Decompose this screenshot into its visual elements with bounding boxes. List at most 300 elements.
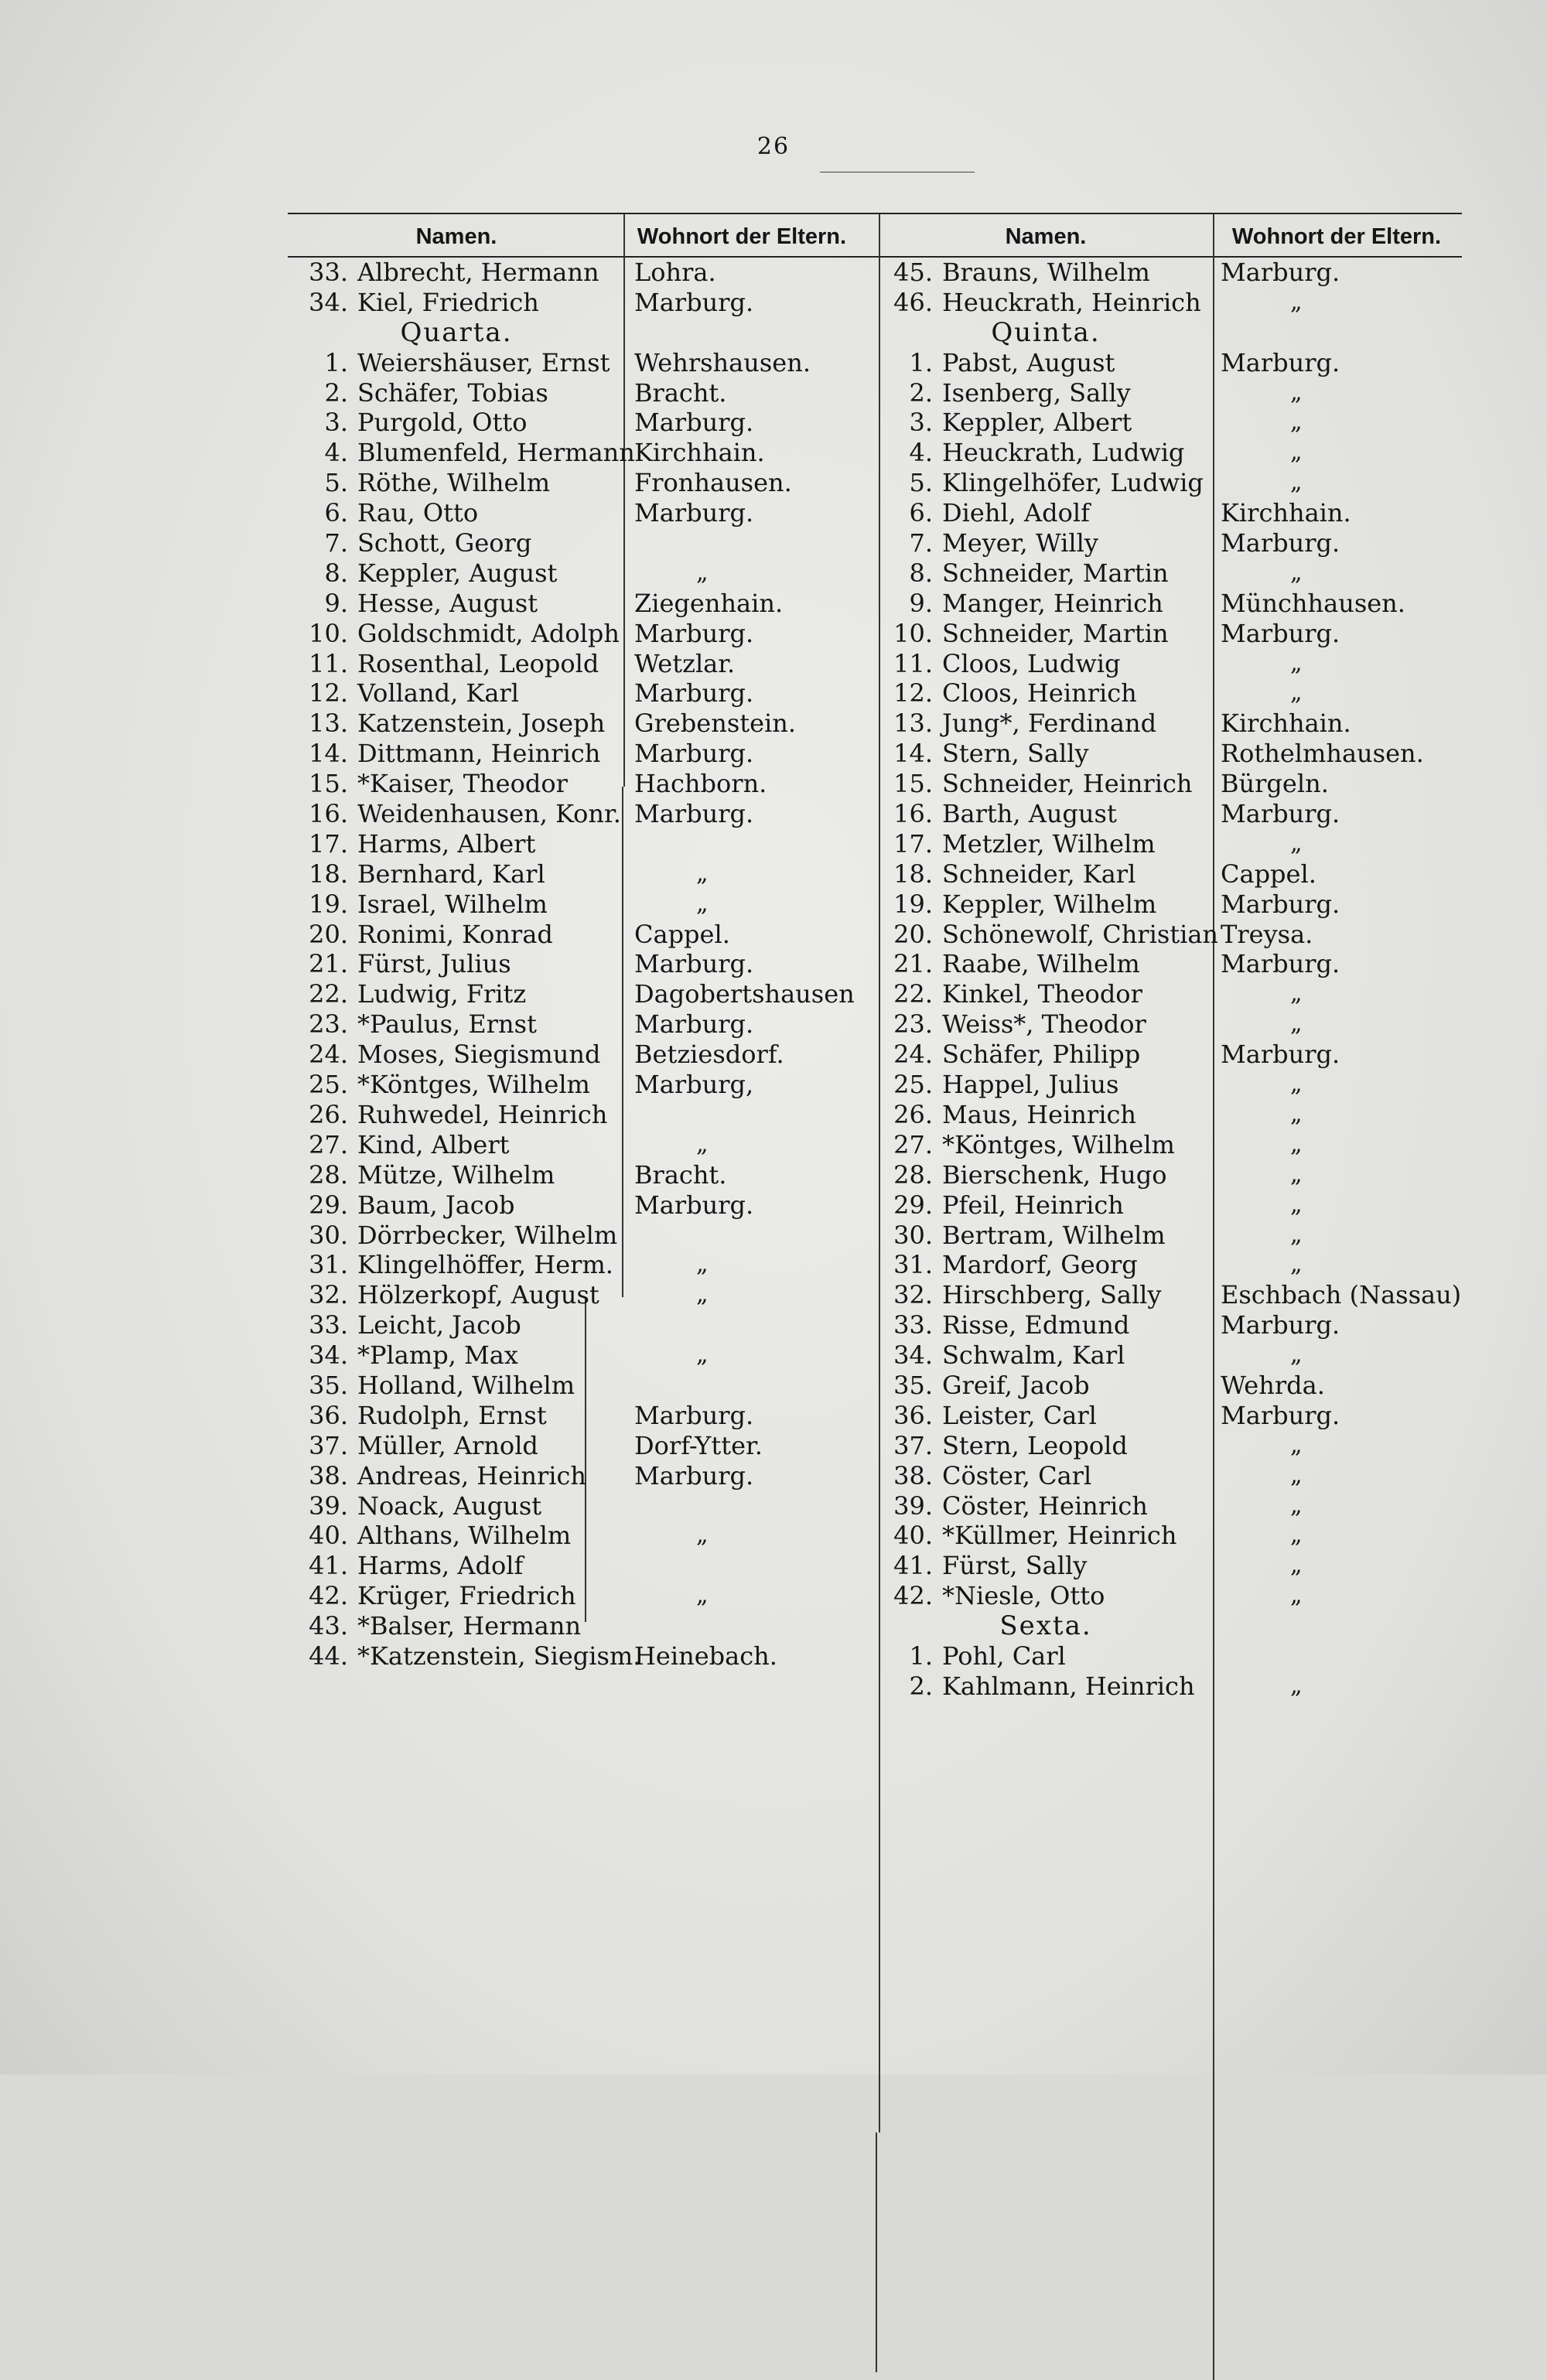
list-item (880, 1100, 1462, 1130)
entry-number: 15. (893, 769, 933, 799)
entry-number: 31. (893, 1250, 933, 1280)
list-item (880, 348, 1462, 378)
list-item (288, 1280, 879, 1310)
list-item (288, 1340, 879, 1371)
student-name: Keppler, Wilhelm (942, 889, 1157, 919)
entry-number: 44. (309, 1641, 348, 1671)
list-item (880, 468, 1462, 498)
parents-residence: „ (1290, 439, 1303, 466)
list-item (880, 649, 1462, 679)
list-item (880, 920, 1462, 950)
student-name: Leicht, Jacob (357, 1310, 521, 1340)
entry-number: 22. (893, 979, 933, 1009)
student-name: *Niesle, Otto (942, 1581, 1105, 1611)
entry-number: 42. (309, 1581, 348, 1611)
parents-residence: „ (696, 890, 709, 917)
parents-residence: Marburg. (634, 618, 754, 648)
entry-number: 19. (893, 889, 933, 919)
entry-number: 30. (309, 1220, 348, 1250)
entry-number: 7. (909, 528, 933, 558)
list-item (288, 619, 879, 649)
list-item (288, 258, 879, 288)
entry-number: 22. (309, 979, 348, 1009)
student-name: Barth, August (942, 799, 1117, 829)
list-item (880, 1221, 1462, 1251)
student-name: Cloos, Ludwig (942, 648, 1121, 678)
section-title: Quinta. (991, 316, 1101, 348)
divider-center-lower (876, 2132, 877, 2372)
list-item (880, 1130, 1462, 1160)
entry-number: 19. (309, 889, 348, 919)
entry-number: 11. (309, 648, 348, 678)
entry-number: 34. (893, 1340, 933, 1371)
student-name: Rosenthal, Leopold (357, 648, 599, 678)
list-item (288, 1190, 879, 1221)
parents-residence: „ (696, 1251, 709, 1279)
entry-number: 3. (324, 408, 348, 438)
student-name: Fürst, Julius (357, 949, 511, 979)
entry-number: 21. (309, 949, 348, 979)
parents-residence: Marburg. (634, 799, 754, 829)
entry-number: 34. (309, 287, 348, 317)
parents-residence: „ (1290, 1190, 1303, 1218)
list-item (288, 1371, 879, 1401)
student-name: Rau, Otto (357, 498, 479, 528)
parents-residence: „ (696, 859, 709, 887)
entry-number: 26. (893, 1099, 933, 1129)
list-item (288, 920, 879, 950)
list-item (288, 1100, 879, 1130)
list-item (880, 1009, 1462, 1040)
student-name: Holland, Wilhelm (357, 1370, 575, 1400)
student-name: Leister, Carl (942, 1400, 1097, 1430)
student-name: Blumenfeld, Hermann (357, 438, 635, 468)
list-item (880, 258, 1462, 288)
header-residence-left: Wohnort der Eltern. (637, 224, 847, 249)
student-name: Albrecht, Hermann (357, 258, 599, 287)
entry-number: 20. (893, 919, 933, 949)
parents-residence: „ (1290, 1582, 1303, 1610)
student-name: Meyer, Willy (942, 528, 1098, 558)
entry-number: 14. (309, 739, 348, 769)
student-name: Diehl, Adolf (942, 498, 1090, 528)
student-name: Dittmann, Heinrich (357, 739, 601, 769)
student-name: Jung*, Ferdinand (942, 709, 1157, 739)
student-name: Schott, Georg (357, 528, 532, 558)
student-name: Noack, August (357, 1490, 542, 1521)
entry-number: 1. (324, 347, 348, 377)
list-item (880, 1340, 1462, 1371)
list-item (880, 1371, 1462, 1401)
student-name: Klingelhöffer, Herm. (357, 1250, 613, 1280)
entry-number: 4. (909, 438, 933, 468)
parents-residence: „ (1290, 1341, 1303, 1369)
parents-residence: „ (1290, 1251, 1303, 1279)
entry-number: 28. (309, 1159, 348, 1190)
section-heading (288, 318, 879, 348)
student-name: Cöster, Heinrich (942, 1490, 1148, 1521)
parents-residence: Marburg. (1221, 1040, 1340, 1070)
entry-number: 41. (893, 1551, 933, 1581)
list-item (880, 1671, 1462, 1702)
student-name: Schneider, Heinrich (942, 769, 1193, 799)
parents-residence: Marburg. (1221, 258, 1340, 287)
student-name: Heuckrath, Heinrich (942, 287, 1201, 317)
entry-number: 38. (309, 1460, 348, 1490)
entry-number: 18. (309, 859, 348, 889)
parents-residence: „ (696, 1582, 709, 1610)
student-name: Schneider, Karl (942, 859, 1136, 889)
student-name: Happel, Julius (942, 1070, 1119, 1100)
student-name: Katzenstein, Joseph (357, 709, 606, 739)
list-item (880, 1461, 1462, 1491)
list-item (288, 438, 879, 468)
student-name: Kahlmann, Heinrich (942, 1671, 1195, 1701)
entry-number: 23. (309, 1009, 348, 1040)
student-name: *Katzenstein, Siegism. (357, 1641, 641, 1671)
student-name: Purgold, Otto (357, 408, 528, 438)
list-item (288, 288, 879, 318)
list-item (880, 949, 1462, 979)
list-item (288, 589, 879, 619)
parents-residence: Marburg. (1221, 1310, 1340, 1340)
list-item (288, 498, 879, 528)
entry-number: 13. (309, 709, 348, 739)
list-item (288, 890, 879, 920)
parents-residence: Wehrda. (1221, 1370, 1325, 1400)
student-name: Kiel, Friedrich (357, 287, 539, 317)
list-item (880, 829, 1462, 859)
student-name: Metzler, Wilhelm (942, 828, 1156, 859)
student-name: Schwalm, Karl (942, 1340, 1125, 1371)
entry-number: 7. (324, 528, 348, 558)
parents-residence: „ (1290, 829, 1303, 857)
entry-number: 37. (309, 1430, 348, 1460)
student-name: Weidenhausen, Konr. (357, 799, 621, 829)
list-item (288, 1310, 879, 1340)
entry-number: 10. (893, 618, 933, 648)
student-name: Hölzerkopf, August (357, 1280, 599, 1310)
list-item (288, 1581, 879, 1611)
student-name: *Paulus, Ernst (357, 1009, 537, 1040)
entry-number: 38. (893, 1460, 933, 1490)
entry-number: 25. (893, 1070, 933, 1100)
student-name: Kind, Albert (357, 1129, 510, 1159)
list-item (288, 859, 879, 890)
entry-number: 27. (309, 1129, 348, 1159)
list-item (880, 408, 1462, 438)
list-item (880, 1280, 1462, 1310)
entry-number: 2. (909, 1671, 933, 1701)
student-name: Kinkel, Theodor (942, 979, 1142, 1009)
entry-number: 1. (909, 347, 933, 377)
student-name: Schönewolf, Christian (942, 919, 1219, 949)
entry-number: 20. (309, 919, 348, 949)
list-item (288, 408, 879, 438)
parents-residence: „ (1290, 1671, 1303, 1699)
student-name: Goldschmidt, Adolph (357, 618, 620, 648)
list-item (880, 1491, 1462, 1521)
list-item (880, 378, 1462, 408)
list-item (288, 1641, 879, 1671)
entry-number: 2. (324, 377, 348, 408)
entry-number: 21. (893, 949, 933, 979)
parents-residence: Marburg. (634, 1190, 754, 1220)
parents-residence: „ (1290, 1160, 1303, 1188)
list-item (880, 1040, 1462, 1070)
parents-residence: „ (696, 1341, 709, 1369)
student-name: Baum, Jacob (357, 1190, 515, 1220)
student-name: Schäfer, Tobias (357, 377, 548, 408)
parents-residence: Ziegenhain. (634, 588, 784, 618)
parents-residence: Cappel. (634, 919, 730, 949)
parents-residence: Bracht. (634, 1159, 727, 1190)
parents-residence: „ (1290, 679, 1303, 707)
entry-number: 5. (324, 468, 348, 498)
list-item (288, 739, 879, 769)
entry-number: 16. (893, 799, 933, 829)
entry-number: 6. (324, 498, 348, 528)
list-item (288, 468, 879, 498)
parents-residence: „ (696, 1281, 709, 1309)
parents-residence: „ (1290, 408, 1303, 436)
student-name: *Küllmer, Heinrich (942, 1521, 1177, 1551)
list-item (880, 739, 1462, 769)
entry-number: 8. (909, 558, 933, 588)
student-name: Maus, Heinrich (942, 1099, 1136, 1129)
entry-number: 14. (893, 739, 933, 769)
parents-residence: Hachborn. (634, 769, 767, 799)
entry-number: 17. (893, 828, 933, 859)
entry-number: 32. (893, 1280, 933, 1310)
student-name: Manger, Heinrich (942, 588, 1163, 618)
student-name: Cloos, Heinrich (942, 678, 1137, 709)
student-name: Röthe, Wilhelm (357, 468, 551, 498)
parents-residence: „ (696, 1130, 709, 1158)
parents-residence: Marburg. (634, 678, 754, 709)
parents-residence: Dorf-Ytter. (634, 1430, 763, 1460)
list-item (288, 1070, 879, 1100)
list-item (288, 348, 879, 378)
student-name: Keppler, August (357, 558, 558, 588)
header-names-left: Namen. (415, 224, 497, 249)
entry-number: 40. (893, 1521, 933, 1551)
list-item (880, 288, 1462, 318)
entry-number: 12. (309, 678, 348, 709)
entry-number: 5. (909, 468, 933, 498)
entry-number: 4. (324, 438, 348, 468)
parents-residence: Dagobertshausen (634, 979, 855, 1009)
header-residence-right: Wohnort der Eltern. (1231, 224, 1442, 249)
student-name: Klingelhöfer, Ludwig (942, 468, 1204, 498)
parents-residence: Marburg. (634, 287, 754, 317)
parents-residence: „ (1290, 378, 1303, 406)
list-item (880, 528, 1462, 558)
entry-number: 2. (909, 377, 933, 408)
student-name: Althans, Wilhelm (357, 1521, 572, 1551)
parents-residence: „ (1290, 1010, 1303, 1038)
student-name: Weiershäuser, Ernst (357, 347, 610, 377)
entry-number: 33. (309, 258, 348, 287)
parents-residence: Marburg. (634, 739, 754, 769)
student-name: Fürst, Sally (942, 1551, 1088, 1581)
student-name: Hesse, August (357, 588, 538, 618)
entry-number: 11. (893, 648, 933, 678)
student-name: Pabst, August (942, 347, 1115, 377)
entry-number: 37. (893, 1430, 933, 1460)
student-name: Harms, Adolf (357, 1551, 524, 1581)
list-item (288, 1611, 879, 1641)
entry-number: 17. (309, 828, 348, 859)
list-item (880, 619, 1462, 649)
student-name: Cöster, Carl (942, 1460, 1092, 1490)
student-name: Volland, Karl (357, 678, 519, 709)
parents-residence: Lohra. (634, 258, 716, 287)
parents-residence: „ (1290, 1130, 1303, 1158)
student-name: Harms, Albert (357, 828, 536, 859)
student-name: Rudolph, Ernst (357, 1400, 547, 1430)
student-name: Moses, Siegismund (357, 1040, 601, 1070)
list-item (288, 799, 879, 829)
entry-number: 45. (893, 258, 933, 287)
header-names-right: Namen. (1005, 224, 1087, 249)
entry-number: 33. (893, 1310, 933, 1340)
section-title: Sexta. (999, 1610, 1092, 1642)
entry-number: 36. (309, 1400, 348, 1430)
entry-number: 31. (309, 1250, 348, 1280)
student-name: Schneider, Martin (942, 558, 1169, 588)
student-name: Müller, Arnold (357, 1430, 538, 1460)
entry-number: 18. (893, 859, 933, 889)
student-name: Bierschenk, Hugo (942, 1159, 1167, 1190)
parents-residence: Fronhausen. (634, 468, 792, 498)
parents-residence: Marburg. (634, 498, 754, 528)
student-name: Ruhwedel, Heinrich (357, 1099, 608, 1129)
entry-number: 24. (893, 1040, 933, 1070)
student-name: Bertram, Wilhelm (942, 1220, 1166, 1250)
list-item (288, 678, 879, 709)
list-item (288, 649, 879, 679)
student-name: Risse, Edmund (942, 1310, 1130, 1340)
list-item (288, 378, 879, 408)
parents-residence: „ (1290, 1491, 1303, 1519)
list-item (288, 1160, 879, 1190)
parents-residence: „ (1290, 1552, 1303, 1579)
parents-residence: „ (1290, 469, 1303, 497)
parents-residence: Marburg. (1221, 889, 1340, 919)
parents-residence: Marburg. (634, 1009, 754, 1040)
entry-number: 29. (309, 1190, 348, 1220)
list-item (880, 438, 1462, 468)
parents-residence: „ (1290, 558, 1303, 586)
entry-number: 15. (309, 769, 348, 799)
parents-residence: „ (1290, 1461, 1303, 1489)
entry-number: 24. (309, 1040, 348, 1070)
student-name: Stern, Leopold (942, 1430, 1128, 1460)
student-name: Isenberg, Sally (942, 377, 1131, 408)
list-item (880, 1250, 1462, 1280)
entry-number: 35. (309, 1370, 348, 1400)
parents-residence: Treysa. (1221, 919, 1313, 949)
list-item (288, 1551, 879, 1581)
list-item (880, 1310, 1462, 1340)
parents-residence: Marburg. (634, 1460, 754, 1490)
entry-number: 39. (309, 1490, 348, 1521)
table-header (288, 214, 1462, 258)
entry-number: 40. (309, 1521, 348, 1551)
list-item (288, 528, 879, 558)
student-name: Greif, Jacob (942, 1370, 1090, 1400)
list-item (880, 1641, 1462, 1671)
parents-residence: Marburg. (1221, 528, 1340, 558)
parents-residence: „ (1290, 1431, 1303, 1459)
entry-number: 43. (309, 1611, 348, 1641)
entry-number: 9. (909, 588, 933, 618)
entry-number: 41. (309, 1551, 348, 1581)
parents-residence: Marburg. (1221, 1400, 1340, 1430)
list-item (880, 799, 1462, 829)
student-name: Pohl, Carl (942, 1641, 1066, 1671)
parents-residence: „ (696, 558, 709, 586)
list-item (288, 1250, 879, 1280)
list-item (288, 829, 879, 859)
student-name: Keppler, Albert (942, 408, 1132, 438)
entry-number: 29. (893, 1190, 933, 1220)
parents-residence: „ (1290, 1221, 1303, 1248)
parents-residence: Bürgeln. (1221, 769, 1329, 799)
list-item (288, 709, 879, 739)
entry-number: 3. (909, 408, 933, 438)
parents-residence: Marburg. (634, 1400, 754, 1430)
student-name: Bernhard, Karl (357, 859, 545, 889)
student-name: Ronimi, Konrad (357, 919, 553, 949)
list-item (880, 1190, 1462, 1221)
student-name: Mardorf, Georg (942, 1250, 1138, 1280)
entry-number: 30. (893, 1220, 933, 1250)
list-item (880, 769, 1462, 799)
entry-number: 12. (893, 678, 933, 709)
student-name: *Kaiser, Theodor (357, 769, 568, 799)
list-item (880, 558, 1462, 589)
list-item (880, 1431, 1462, 1461)
section-title: Quarta. (400, 316, 513, 348)
student-name: *Köntges, Wilhelm (357, 1070, 590, 1100)
student-name: Mütze, Wilhelm (357, 1159, 555, 1190)
section-heading (880, 318, 1462, 348)
left-column (288, 258, 879, 1671)
parents-residence: Cappel. (1221, 859, 1316, 889)
parents-residence: Marburg. (1221, 799, 1340, 829)
list-item (288, 1491, 879, 1521)
list-item (880, 1401, 1462, 1431)
student-name: Raabe, Wilhelm (942, 949, 1140, 979)
parents-residence: Betziesdorf. (634, 1040, 784, 1070)
parents-residence: „ (1290, 1100, 1303, 1128)
parents-residence: „ (1290, 288, 1303, 316)
parents-residence: „ (696, 1521, 709, 1549)
student-name: *Köntges, Wilhelm (942, 1129, 1175, 1159)
parents-residence: Wehrshausen. (634, 347, 811, 377)
list-item (880, 1581, 1462, 1611)
entry-number: 32. (309, 1280, 348, 1310)
list-item (288, 558, 879, 589)
parents-residence: Marburg. (1221, 618, 1340, 648)
entry-number: 34. (309, 1340, 348, 1371)
entry-number: 42. (893, 1581, 933, 1611)
list-item (880, 1521, 1462, 1551)
list-item (288, 1040, 879, 1070)
parents-residence: „ (1290, 1070, 1303, 1098)
